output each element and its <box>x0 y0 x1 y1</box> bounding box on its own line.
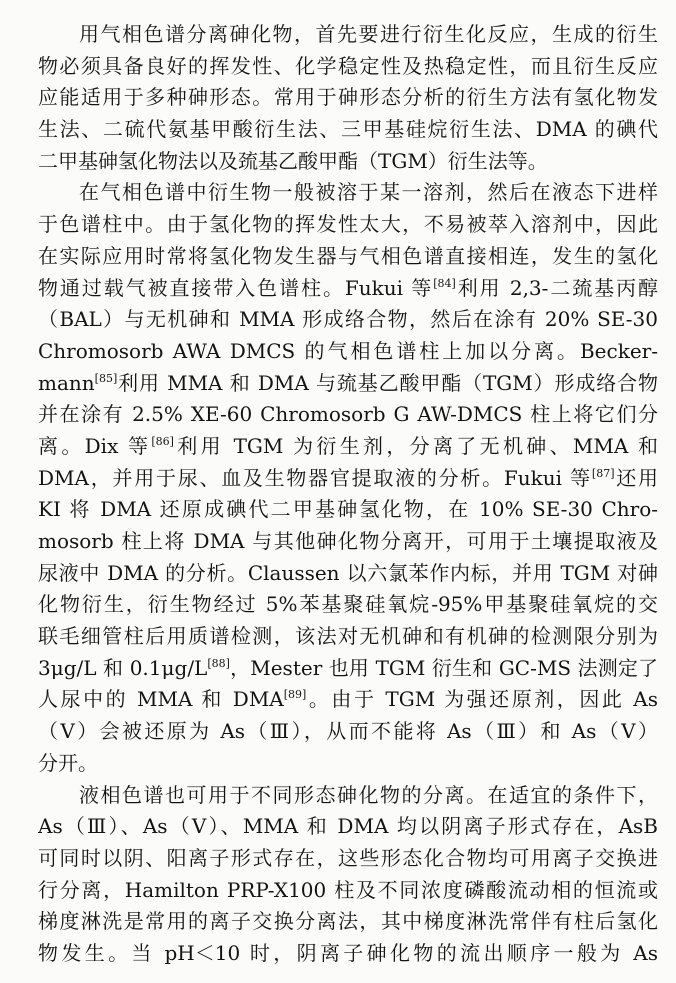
text-run: 生法、二硫代氨基甲酸衍生法、三甲基硅烷衍生法、DMA 的碘代 <box>38 117 658 142</box>
text-run: mann <box>38 370 95 395</box>
citation-superscript: [86] <box>151 434 174 448</box>
text-line <box>38 558 658 590</box>
text-run: 梯度淋洗是常用的离子交换分离法，其中梯度淋洗常伴有柱后氢化 <box>38 909 658 934</box>
text-line <box>38 811 658 843</box>
text-run: 在实际应用时常将氢化物发生器与气相色谱直接相连，发生的氢化 <box>38 243 658 268</box>
paragraph <box>38 780 658 970</box>
text-run: ，Mester 也用 TGM 衍生和 GC-MS 法测定了 <box>229 655 658 680</box>
text-line <box>38 51 658 83</box>
text-run: （Ⅴ）会被还原为 As（Ⅲ），从而不能将 As（Ⅲ）和 As（Ⅴ） <box>38 719 658 744</box>
text-line <box>38 463 658 495</box>
text-run: 用气相色谱分离砷化物，首先要进行衍生化反应，生成的衍生 <box>79 22 658 46</box>
text-run: As（Ⅲ）、As（Ⅴ）、MMA 和 DMA 均以阴离子形式存在，AsB <box>38 814 658 839</box>
text-line <box>38 209 658 241</box>
text-run: 化物衍生，衍生物经过 5%苯基聚硅氧烷-95%甲基聚硅氧烷的交 <box>38 592 658 617</box>
text-line <box>38 906 658 938</box>
text-run: DMA，并用于尿、血及生物器官提取液的分析。Fukui 等 <box>38 465 592 490</box>
text-line <box>38 716 658 748</box>
citation-superscript: [85] <box>94 371 118 385</box>
text-run: 利用 2,3-二巯基丙醇 <box>455 275 658 300</box>
text-line <box>38 431 658 463</box>
text-run: 物发生。当 pH＜10 时，阴离子砷化物的流出顺序一般为 As <box>38 940 658 965</box>
text-line <box>38 399 658 431</box>
text-line <box>38 684 658 716</box>
text-line <box>38 843 658 875</box>
text-run: mosorb 柱上将 DMA 与其他砷化物分离开，可用于土壤提取液及 <box>38 529 658 553</box>
text-run: 并在涂有 2.5% XE-60 Chromosorb G AW-DMCS 柱上将它们分 <box>38 402 658 427</box>
text-run: 分开。 <box>38 750 98 775</box>
citation-superscript: [89] <box>283 688 307 702</box>
text-run: 联毛细管柱后用质谱检测，该法对无机砷和有机砷的检测限分别为 <box>38 624 658 649</box>
text-run: 物必须具备良好的挥发性、化学稳定性及热稳定性，而且衍生反应 <box>38 53 658 78</box>
text-line <box>38 273 658 305</box>
text-run: 液相色谱也可用于不同形态砷化物的分离。在适宜的条件下， <box>79 782 658 807</box>
text-run: 利用 TGM 为衍生剂，分离了无机砷、MMA 和 <box>173 433 658 458</box>
citation-superscript: [87] <box>591 466 615 480</box>
paragraph <box>38 19 658 177</box>
text-run: 。由于 TGM 为强还原剂，因此 As <box>306 687 658 712</box>
text-run: 于色谱柱中。由于氢化物的挥发性太大，不易被萃入溶剂中，因此 <box>38 212 658 237</box>
text-line <box>38 19 658 51</box>
text-run: 人尿中的 MMA 和 DMA <box>38 687 284 712</box>
text-line <box>38 526 658 558</box>
citation-superscript: [88] <box>207 656 230 670</box>
text-line <box>38 494 658 526</box>
text-line <box>38 780 658 812</box>
text-run: 3μg/L 和 0.1μg/L <box>38 655 208 680</box>
text-run: 离。Dix 等 <box>38 433 152 458</box>
text-run: Chromosorb AWA DMCS 的气相色谱柱上加以分离。Becker- <box>38 338 658 363</box>
text-line <box>38 336 658 368</box>
text-run: KI 将 DMA 还原成碘代二甲基砷氢化物，在 10% SE-30 Chro- <box>38 497 658 522</box>
text-line <box>38 114 658 146</box>
text-run: 应能适用于多种砷形态。常用于砷形态分析的衍生方法有氢化物发 <box>38 85 658 110</box>
text-line <box>38 82 658 114</box>
text-line <box>38 653 658 685</box>
text-run: 行分离，Hamilton PRP-X100 柱及不同浓度磷酸流动相的恒流或 <box>38 877 658 902</box>
text-line <box>38 146 658 178</box>
text-line <box>38 875 658 907</box>
text-line <box>38 368 658 400</box>
citation-superscript: [84] <box>433 276 456 290</box>
text-run: 尿液中 DMA 的分析。Claussen 以六氯苯作内标，并用 TGM 对砷 <box>38 560 658 585</box>
text-line <box>38 748 658 780</box>
document-page <box>38 19 658 970</box>
text-run: 二甲基砷氢化物法以及巯基乙酸甲酯（TGM）衍生法等。 <box>38 148 548 173</box>
text-run: 还用 <box>614 465 658 490</box>
text-run: 利用 MMA 和 DMA 与巯基乙酸甲酯（TGM）形成络合物 <box>117 370 658 395</box>
text-run: 物通过载气被直接带入色谱柱。Fukui 等 <box>38 275 434 300</box>
text-line <box>38 589 658 621</box>
text-line <box>38 938 658 970</box>
text-run: 在气相色谱中衍生物一般被溶于某一溶剂，然后在液态下进样 <box>79 180 658 205</box>
text-line <box>38 241 658 273</box>
text-line <box>38 621 658 653</box>
paragraph <box>38 177 658 779</box>
text-run: 可同时以阴、阳离子形式存在，这些形态化合物均可用离子交换进 <box>38 845 658 870</box>
text-line <box>38 304 658 336</box>
text-line <box>38 177 658 209</box>
text-run: （BAL）与无机砷和 MMA 形成络合物，然后在涂有 20% SE-30 <box>38 307 658 332</box>
